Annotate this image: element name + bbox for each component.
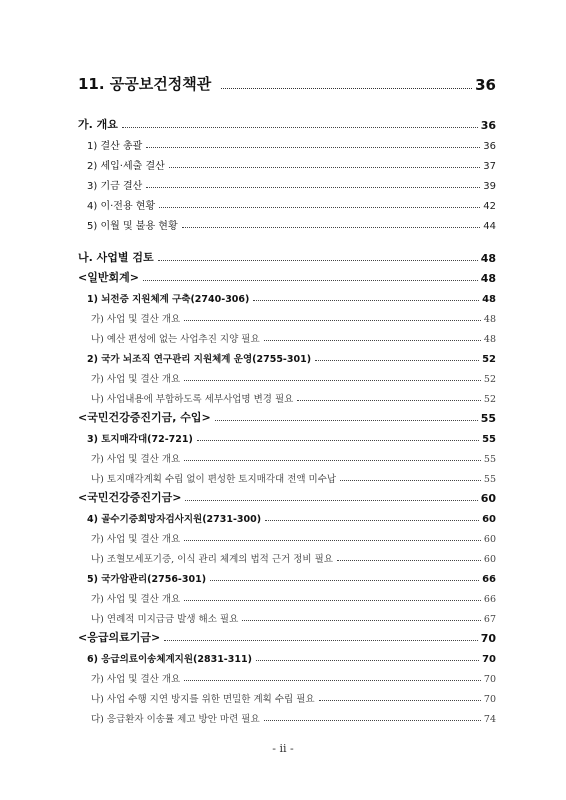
toc-entry-title: 가) 사업 및 결산 개요 — [91, 534, 181, 545]
toc-entry-title: 4) 골수기증희망자검사지원(2731-300) — [87, 514, 262, 525]
leader-dots — [184, 380, 481, 381]
toc-entry[interactable] — [78, 505, 496, 525]
toc-entry[interactable] — [78, 625, 496, 645]
toc-entry[interactable] — [78, 425, 496, 445]
toc-entry-page: 67 — [483, 614, 496, 625]
toc-entry[interactable] — [78, 212, 496, 232]
toc-entry-page: 55 — [480, 412, 496, 425]
leader-dots — [182, 227, 481, 228]
toc-entry-title: 나. 사업별 검토 — [78, 251, 154, 264]
toc-entry-title: 2) 국가 뇌조직 연구관리 지원체계 운영(2755-301) — [87, 354, 312, 365]
leader-dots — [146, 187, 480, 188]
leader-dots — [297, 400, 481, 401]
leader-dots — [159, 207, 480, 208]
leader-dots — [184, 680, 481, 681]
toc-entry-title: 1) 결산 총괄 — [87, 141, 143, 152]
leader-dots — [169, 167, 481, 168]
toc-entry-title: 3) 기금 결산 — [87, 181, 143, 192]
toc-entry-page: 70 — [483, 694, 496, 705]
toc-entry-title: 6) 응급의료이송체계지원(2831-311) — [87, 654, 252, 665]
toc-entry-title: <일반회계> — [78, 271, 139, 284]
leader-dots — [184, 540, 481, 541]
toc-entry-page: 48 — [483, 314, 496, 325]
toc-entry-page: 36 — [483, 141, 496, 152]
toc-entry-title: 가) 사업 및 결산 개요 — [91, 454, 181, 465]
leader-dots — [337, 560, 481, 561]
toc-entry-page: 48 — [483, 334, 496, 345]
toc-entry[interactable] — [78, 605, 496, 625]
toc-entry-title: <응급의료기금> — [78, 631, 161, 644]
leader-dots — [184, 320, 481, 321]
leader-dots — [221, 88, 472, 89]
toc-entry[interactable] — [78, 465, 496, 485]
toc-entry-page: 48 — [480, 272, 496, 285]
leader-dots — [340, 480, 481, 481]
toc-entry-page: 36 — [480, 119, 496, 132]
toc-entry[interactable] — [78, 365, 496, 385]
toc-entry-page: 55 — [483, 474, 496, 485]
toc-entry-page: 44 — [483, 221, 496, 232]
toc-entry-title: 나) 토지매각계획 수립 없이 편성한 토지매각대 전액 미수납 — [91, 474, 337, 485]
toc-entry-page: 70 — [482, 654, 496, 665]
toc-entry[interactable] — [78, 265, 496, 285]
toc-entry-page: 60 — [483, 554, 496, 565]
toc-entry-page: 52 — [483, 394, 496, 405]
toc-entry-title: 3) 토지매각대(72-721) — [87, 434, 193, 445]
chapter-heading — [78, 72, 496, 94]
toc-entry[interactable] — [78, 110, 496, 132]
toc-entry-title: 4) 이·전용 현황 — [87, 201, 156, 212]
toc-entry-title: 나) 사업내용에 부합하도록 세부사업명 변경 필요 — [91, 394, 294, 405]
toc-entry-page: 70 — [483, 674, 496, 685]
leader-dots — [184, 460, 481, 461]
toc-entry-page: 52 — [482, 354, 496, 365]
toc-entry-page: 66 — [483, 594, 496, 605]
toc-entry[interactable] — [78, 285, 496, 305]
toc-entry-page: 48 — [480, 252, 496, 265]
leader-dots — [253, 300, 479, 301]
toc-entry-title: 1) 뇌전증 지원체계 구축(2740-306) — [87, 294, 250, 305]
leader-dots — [146, 147, 480, 148]
toc-entry-title: 다) 응급환자 이송률 제고 방안 마련 필요 — [91, 714, 260, 725]
toc-entry-title: 가) 사업 및 결산 개요 — [91, 594, 181, 605]
toc-entry-page: 66 — [482, 574, 496, 585]
leader-dots — [242, 620, 481, 621]
leader-dots — [264, 340, 481, 341]
leader-dots — [215, 420, 478, 421]
toc-entry[interactable] — [78, 192, 496, 212]
toc-entry-title: 나) 사업 수행 지연 방지를 위한 면밀한 계획 수립 필요 — [91, 694, 315, 705]
toc-entry-page: 60 — [480, 492, 496, 505]
toc-entry-title: 가) 사업 및 결산 개요 — [91, 674, 181, 685]
leader-dots — [185, 500, 477, 501]
toc-entry[interactable] — [78, 485, 496, 505]
leader-dots — [210, 580, 479, 581]
toc-entry-title: 가) 사업 및 결산 개요 — [91, 374, 181, 385]
leader-dots — [184, 600, 481, 601]
leader-dots — [315, 360, 479, 361]
toc-entry-title: <국민건강증진기금> — [78, 491, 182, 504]
toc-entry-page: 60 — [483, 534, 496, 545]
toc-entry[interactable] — [78, 325, 496, 345]
toc-entry-page: 37 — [483, 161, 496, 172]
toc-entry[interactable] — [78, 545, 496, 565]
toc-entry[interactable] — [78, 305, 496, 325]
toc-entry[interactable] — [78, 132, 496, 152]
leader-dots — [164, 640, 477, 641]
toc-entry-title: 가. 개요 — [78, 118, 118, 131]
toc-entry-title: 5) 국가암관리(2756-301) — [87, 574, 207, 585]
toc-entry[interactable] — [78, 172, 496, 192]
toc-entry-page: 70 — [480, 632, 496, 645]
leader-dots — [143, 280, 478, 281]
toc-entry-title: 2) 세입·세출 결산 — [87, 161, 165, 172]
toc-entry[interactable] — [78, 445, 496, 465]
toc-entry-title: 가) 사업 및 결산 개요 — [91, 314, 181, 325]
toc-entry[interactable] — [78, 243, 496, 265]
leader-dots — [264, 720, 481, 721]
toc-entry[interactable] — [78, 385, 496, 405]
toc-entry-title: 나) 연례적 미지급금 발생 해소 필요 — [91, 614, 239, 625]
toc-entry-page: 48 — [482, 294, 496, 305]
leader-dots — [265, 520, 479, 521]
toc-entry-title: 5) 이월 및 불용 현황 — [87, 221, 178, 232]
toc-entry-page: 55 — [483, 454, 496, 465]
toc-entry[interactable] — [78, 585, 496, 605]
toc-entry-title: 나) 예산 편성에 없는 사업추진 지양 필요 — [91, 334, 260, 345]
leader-dots — [319, 700, 481, 701]
leader-dots — [256, 660, 479, 661]
page-number: - ii - — [272, 742, 294, 755]
toc-entry-page: 60 — [482, 514, 496, 525]
toc-entry[interactable] — [78, 705, 496, 725]
toc-entry[interactable] — [78, 345, 496, 365]
leader-dots — [122, 127, 478, 128]
leader-dots — [158, 260, 478, 261]
toc-entry[interactable] — [78, 152, 496, 172]
toc-entry[interactable] — [78, 565, 496, 585]
toc-entry-page: 42 — [483, 201, 496, 212]
toc-entry-title: 나) 조혈모세포기증, 이식 관리 체계의 법적 근거 정비 필요 — [91, 554, 333, 565]
toc-entry-page: 74 — [483, 714, 496, 725]
toc-entry[interactable] — [78, 525, 496, 545]
leader-dots — [197, 440, 479, 441]
chapter-page: 36 — [475, 76, 496, 94]
chapter-title: 11. 공공보건정책관 — [78, 75, 212, 93]
toc-entry[interactable] — [78, 685, 496, 705]
toc-entry-page: 52 — [483, 374, 496, 385]
toc-list — [78, 110, 496, 725]
toc-entry[interactable] — [78, 665, 496, 685]
toc-entry[interactable] — [78, 645, 496, 665]
toc-entry-page: 39 — [483, 181, 496, 192]
toc-entry-title: <국민건강증진기금, 수입> — [78, 411, 211, 424]
toc-entry[interactable] — [78, 405, 496, 425]
toc-entry-page: 55 — [482, 434, 496, 445]
